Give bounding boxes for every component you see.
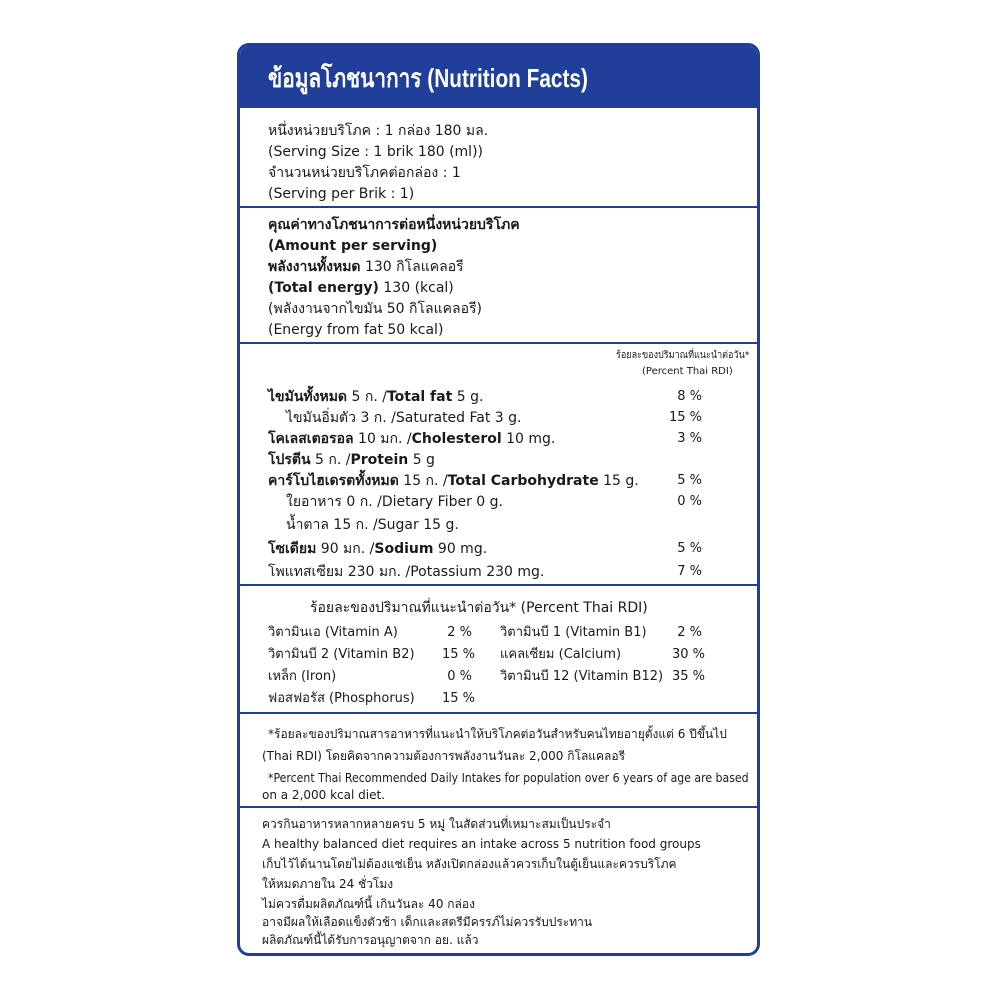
fat-energy-th: (พลังงานจากไขมัน 50 กิโลแคลอรี) [268, 301, 482, 317]
vitamins-heading: ร้อยละของปริมาณที่แนะนำต่อวัน* (Percent Thai RDI) [310, 600, 648, 616]
divider [240, 342, 757, 344]
footnote-th-line2: (Thai RDI) โดยคิดจากความต้องการพลังงานวันละ 2,000 กิโลแคลอรี [262, 749, 626, 763]
divider [240, 206, 757, 208]
advice-line1: ควรกินอาหารหลากหลายครบ 5 หมู่ ในสัดส่วนที่เหมาะสมเป็นประจำ [262, 817, 611, 831]
rdi-header-en: (Percent Thai RDI) [642, 366, 733, 377]
percent-value: 15 % [442, 691, 476, 706]
calcium-label: แคลเซียม (Calcium) [500, 647, 622, 662]
footnote-en-line2: on a 2,000 kcal diet. [262, 788, 385, 802]
vitamin-b2-label: วิตามินบี 2 (Vitamin B2) [268, 647, 415, 662]
nutrient-row-total-fat: ไขมันทั้งหมด 5 ก. /Total fat 5 g. [268, 389, 484, 405]
percent-value: 35 % [672, 669, 706, 684]
percent-value: 8 % [677, 389, 702, 404]
advice-line6: อาจมีผลให้เลือดแข็งตัวช้า เด็กและสตรีมีครรภ์ไม่ควรรับประทาน [262, 915, 593, 929]
percent-value: 30 % [672, 647, 706, 662]
total-energy-en: (Total energy) 130 (kcal) [268, 280, 454, 296]
divider [240, 806, 757, 808]
footnote-en-line1: *Percent Thai Recommended Daily Intakes for population over 6 years of age are based [268, 771, 749, 785]
percent-value: 7 % [677, 564, 702, 579]
rdi-header-th: ร้อยละของปริมาณที่แนะนำต่อวัน* [616, 350, 750, 361]
nutrient-row-potassium: โพแทสเซียม 230 มก. /Potassium 230 mg. [268, 564, 545, 580]
percent-value: 5 % [677, 473, 702, 488]
phosphorus-label: ฟอสฟอรัส (Phosphorus) [268, 691, 415, 706]
percent-value: 15 % [668, 410, 702, 425]
nutrient-row-carbohydrate: คาร์โบไฮเดรตทั้งหมด 15 ก. /Total Carbohydrate 15 g. [268, 473, 639, 489]
vitamin-b12-label: วิตามินบี 12 (Vitamin B12) [500, 669, 664, 684]
nutrient-row-sodium: โซเดียม 90 มก. /Sodium 90 mg. [268, 541, 488, 557]
fat-energy-en: (Energy from fat 50 kcal) [268, 322, 444, 338]
total-energy-th: พลังงานทั้งหมด 130 กิโลแคลอรี [268, 259, 464, 275]
percent-value: 0 % [447, 669, 472, 684]
advice-line5: ไม่ควรดื่มผลิตภัณฑ์นี้ เกินวันละ 40 กล่อง [262, 897, 475, 911]
vitamin-b1-label: วิตามินบี 1 (Vitamin B1) [500, 625, 647, 640]
percent-value: 5 % [677, 541, 702, 556]
percent-value: 3 % [677, 431, 702, 446]
percent-value: 15 % [442, 647, 476, 662]
percent-value: 2 % [447, 625, 472, 640]
header-bar [240, 46, 757, 108]
nutrient-row-sugar: น้ำตาล 15 ก. /Sugar 15 g. [286, 517, 459, 533]
nutrient-row-dietary-fiber: ใยอาหาร 0 ก. /Dietary Fiber 0 g. [286, 494, 503, 510]
amount-heading-en: (Amount per serving) [268, 238, 438, 254]
serving-size-th: หนึ่งหน่วยบริโภค : 1 กล่อง 180 มล. [268, 123, 489, 139]
serving-size-en: (Serving Size : 1 brik 180 (ml)) [268, 144, 483, 160]
divider [240, 584, 757, 586]
percent-value: 0 % [677, 494, 702, 509]
nutrient-row-saturated-fat: ไขมันอิ่มตัว 3 ก. /Saturated Fat 3 g. [286, 410, 522, 426]
iron-label: เหล็ก (Iron) [268, 669, 337, 684]
serving-per-pack-en: (Serving per Brik : 1) [268, 186, 415, 202]
advice-line2: A healthy balanced diet requires an intake across 5 nutrition food groups [262, 837, 701, 851]
footnote-th-line1: *ร้อยละของปริมาณสารอาหารที่แนะนำให้บริโภคต่อวันสำหรับคนไทยอายุตั้งแต่ 6 ปีขึ้นไป [268, 727, 727, 741]
advice-line7: ผลิตภัณฑ์นี้ได้รับการอนุญาตจาก อย. แล้ว [262, 933, 479, 947]
advice-line4: ให้หมดภายใน 24 ชั่วโมง [262, 877, 394, 891]
vitamin-a-label: วิตามินเอ (Vitamin A) [268, 625, 398, 640]
divider [240, 712, 757, 714]
serving-per-pack-th: จำนวนหน่วยบริโภคต่อกล่อง : 1 [268, 165, 461, 181]
nutrient-row-cholesterol: โคเลสเตอรอล 10 มก. /Cholesterol 10 mg. [268, 431, 556, 447]
percent-value: 2 % [677, 625, 702, 640]
nutrient-row-protein: โปรตีน 5 ก. /Protein 5 g [268, 452, 435, 468]
nutrition-facts-panel [237, 43, 760, 956]
amount-heading-th: คุณค่าทางโภชนาการต่อหนึ่งหน่วยบริโภค [268, 217, 520, 233]
advice-line3: เก็บไว้ได้นานโดยไม่ต้องแช่เย็น หลังเปิดกล่องแล้วควรเก็บในตู้เย็นและควรบริโภค [262, 857, 677, 871]
panel-title: ข้อมูลโภชนาการ (Nutrition Facts) [268, 63, 588, 93]
